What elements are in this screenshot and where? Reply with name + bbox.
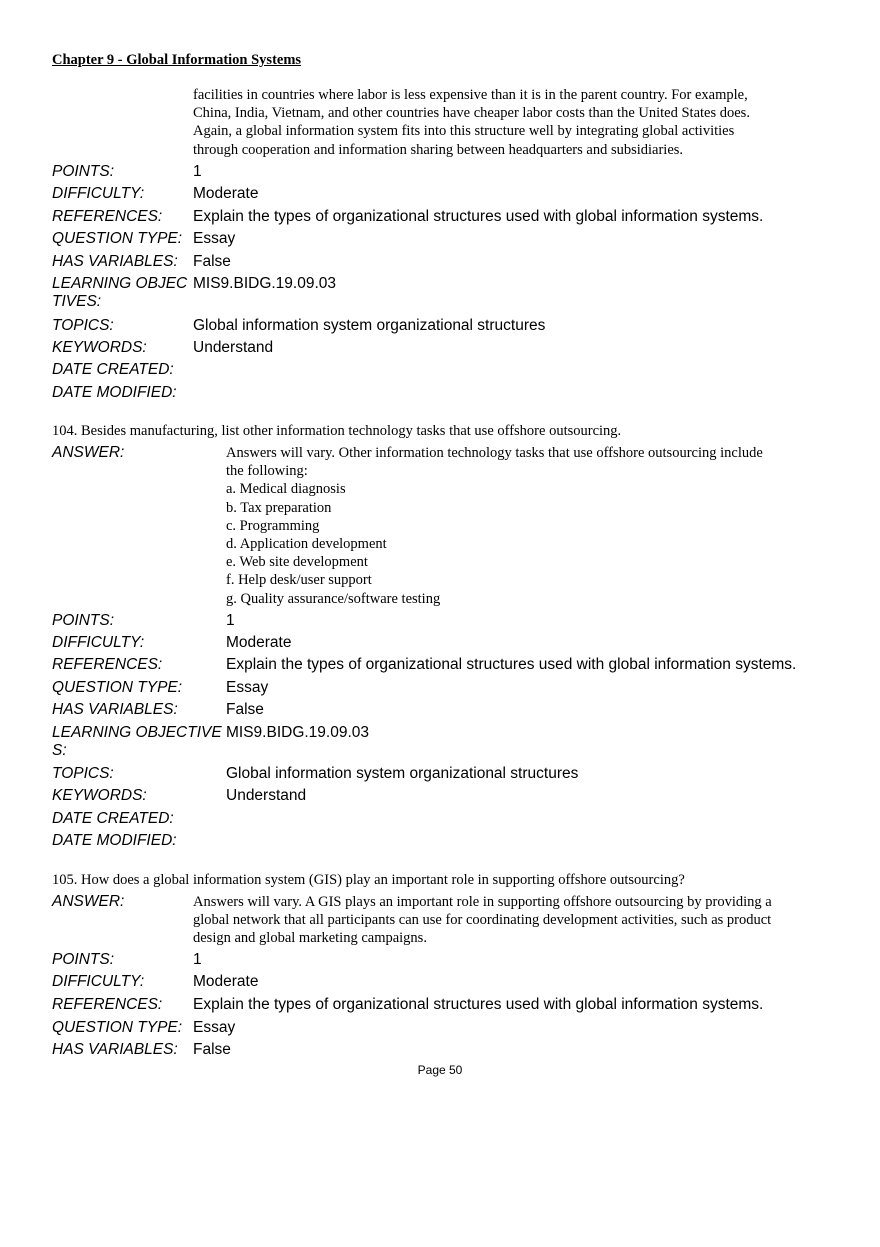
date-created-label: DATE CREATED: — [52, 810, 174, 827]
references-value: Explain the types of organizational structures used with global information systems. — [226, 656, 797, 673]
date-created-label: DATE CREATED: — [52, 361, 174, 378]
page-number: Page 50 — [417, 1063, 463, 1077]
answer-line: design and global marketing campaigns. — [193, 930, 427, 947]
answer-label: ANSWER: — [52, 893, 125, 910]
learning-objectives-label — [52, 275, 187, 311]
keywords-value: Understand — [226, 787, 307, 804]
has-variables-label: HAS VARIABLES: — [52, 1041, 178, 1058]
answer-line: Again, a global information system fits into this structure well by integrating global activities — [193, 123, 735, 140]
difficulty-label: DIFFICULTY: — [52, 973, 145, 990]
has-variables-value: False — [193, 253, 231, 270]
answer-line: China, India, Vietnam, and other countries have cheaper labor costs than the United States does. — [193, 105, 750, 122]
points-value: 1 — [226, 612, 235, 629]
has-variables-label: HAS VARIABLES: — [52, 253, 178, 270]
difficulty-value: Moderate — [226, 634, 292, 651]
chapter-header: Chapter 9 - Global Information Systems — [52, 52, 302, 68]
keywords-label: KEYWORDS: — [52, 339, 147, 356]
learning-objectives-label — [52, 724, 222, 760]
question-type-value: Essay — [193, 1019, 236, 1036]
answer-line: facilities in countries where labor is less expensive than it is in the parent country. For example, — [193, 87, 748, 103]
has-variables-label: HAS VARIABLES: — [52, 701, 178, 718]
learning-objectives-value: MIS9.BIDG.19.09.03 — [226, 724, 370, 741]
question-104: 104. Besides manufacturing, list other information technology tasks that use offshore outsourcing. — [52, 423, 622, 439]
date-modified-label: DATE MODIFIED: — [52, 832, 177, 849]
points-value: 1 — [193, 951, 202, 968]
answer-line: e. Web site development — [226, 554, 368, 571]
points-label: POINTS: — [52, 163, 115, 180]
answer-line: f. Help desk/user support — [226, 572, 372, 589]
points-label: POINTS: — [52, 951, 115, 968]
answer-line: d. Application development — [226, 536, 387, 553]
points-label: POINTS: — [52, 612, 115, 629]
points-value: 1 — [193, 163, 202, 180]
answer-line: a. Medical diagnosis — [226, 481, 346, 498]
references-value: Explain the types of organizational structures used with global information systems. — [193, 208, 764, 225]
q104-answer — [226, 444, 763, 608]
has-variables-value: False — [193, 1041, 231, 1058]
question-type-value: Essay — [193, 230, 236, 247]
q103-answer-continuation — [193, 86, 750, 159]
question-type-label: QUESTION TYPE: — [52, 679, 183, 696]
answer-line: Answers will vary. A GIS plays an important role in supporting offshore outsourcing by providing a — [193, 894, 772, 910]
topics-value: Global information system organizational structures — [226, 765, 579, 782]
references-value: Explain the types of organizational structures used with global information systems. — [193, 996, 764, 1013]
topics-label: TOPICS: — [52, 317, 114, 334]
label-line: LEARNING OBJECTIVE — [52, 724, 222, 741]
answer-line: through cooperation and information sharing between headquarters and subsidiaries. — [193, 141, 684, 158]
answer-line: c. Programming — [226, 517, 320, 534]
answer-line: g. Quality assurance/software testing — [226, 590, 441, 607]
has-variables-value: False — [226, 701, 264, 718]
difficulty-value: Moderate — [193, 185, 259, 202]
q105-answer — [193, 893, 772, 948]
topics-value: Global information system organizational structures — [193, 317, 546, 334]
label-line: LEARNING OBJEC — [52, 275, 188, 292]
topics-label: TOPICS: — [52, 765, 114, 782]
difficulty-label: DIFFICULTY: — [52, 634, 145, 651]
references-label: REFERENCES: — [52, 208, 163, 225]
question-105: 105. How does a global information system (GIS) play an important role in supporting offshore outsourcing? — [52, 872, 685, 888]
difficulty-value: Moderate — [193, 973, 259, 990]
question-type-value: Essay — [226, 679, 269, 696]
answer-line: global network that all participants can use for coordinating development activities, such as product — [193, 912, 772, 929]
label-line: TIVES: — [52, 293, 102, 310]
question-type-label: QUESTION TYPE: — [52, 1019, 183, 1036]
answer-line: b. Tax preparation — [226, 499, 332, 516]
references-label: REFERENCES: — [52, 656, 163, 673]
answer-label: ANSWER: — [52, 444, 125, 461]
references-label: REFERENCES: — [52, 996, 163, 1013]
difficulty-label: DIFFICULTY: — [52, 185, 145, 202]
label-line: S: — [52, 742, 67, 759]
date-modified-label: DATE MODIFIED: — [52, 384, 177, 401]
answer-line: the following: — [226, 463, 308, 480]
question-type-label: QUESTION TYPE: — [52, 230, 183, 247]
learning-objectives-value: MIS9.BIDG.19.09.03 — [193, 275, 337, 292]
answer-line: Answers will vary. Other information technology tasks that use offshore outsourcing include — [226, 445, 763, 461]
keywords-value: Understand — [193, 339, 274, 356]
keywords-label: KEYWORDS: — [52, 787, 147, 804]
